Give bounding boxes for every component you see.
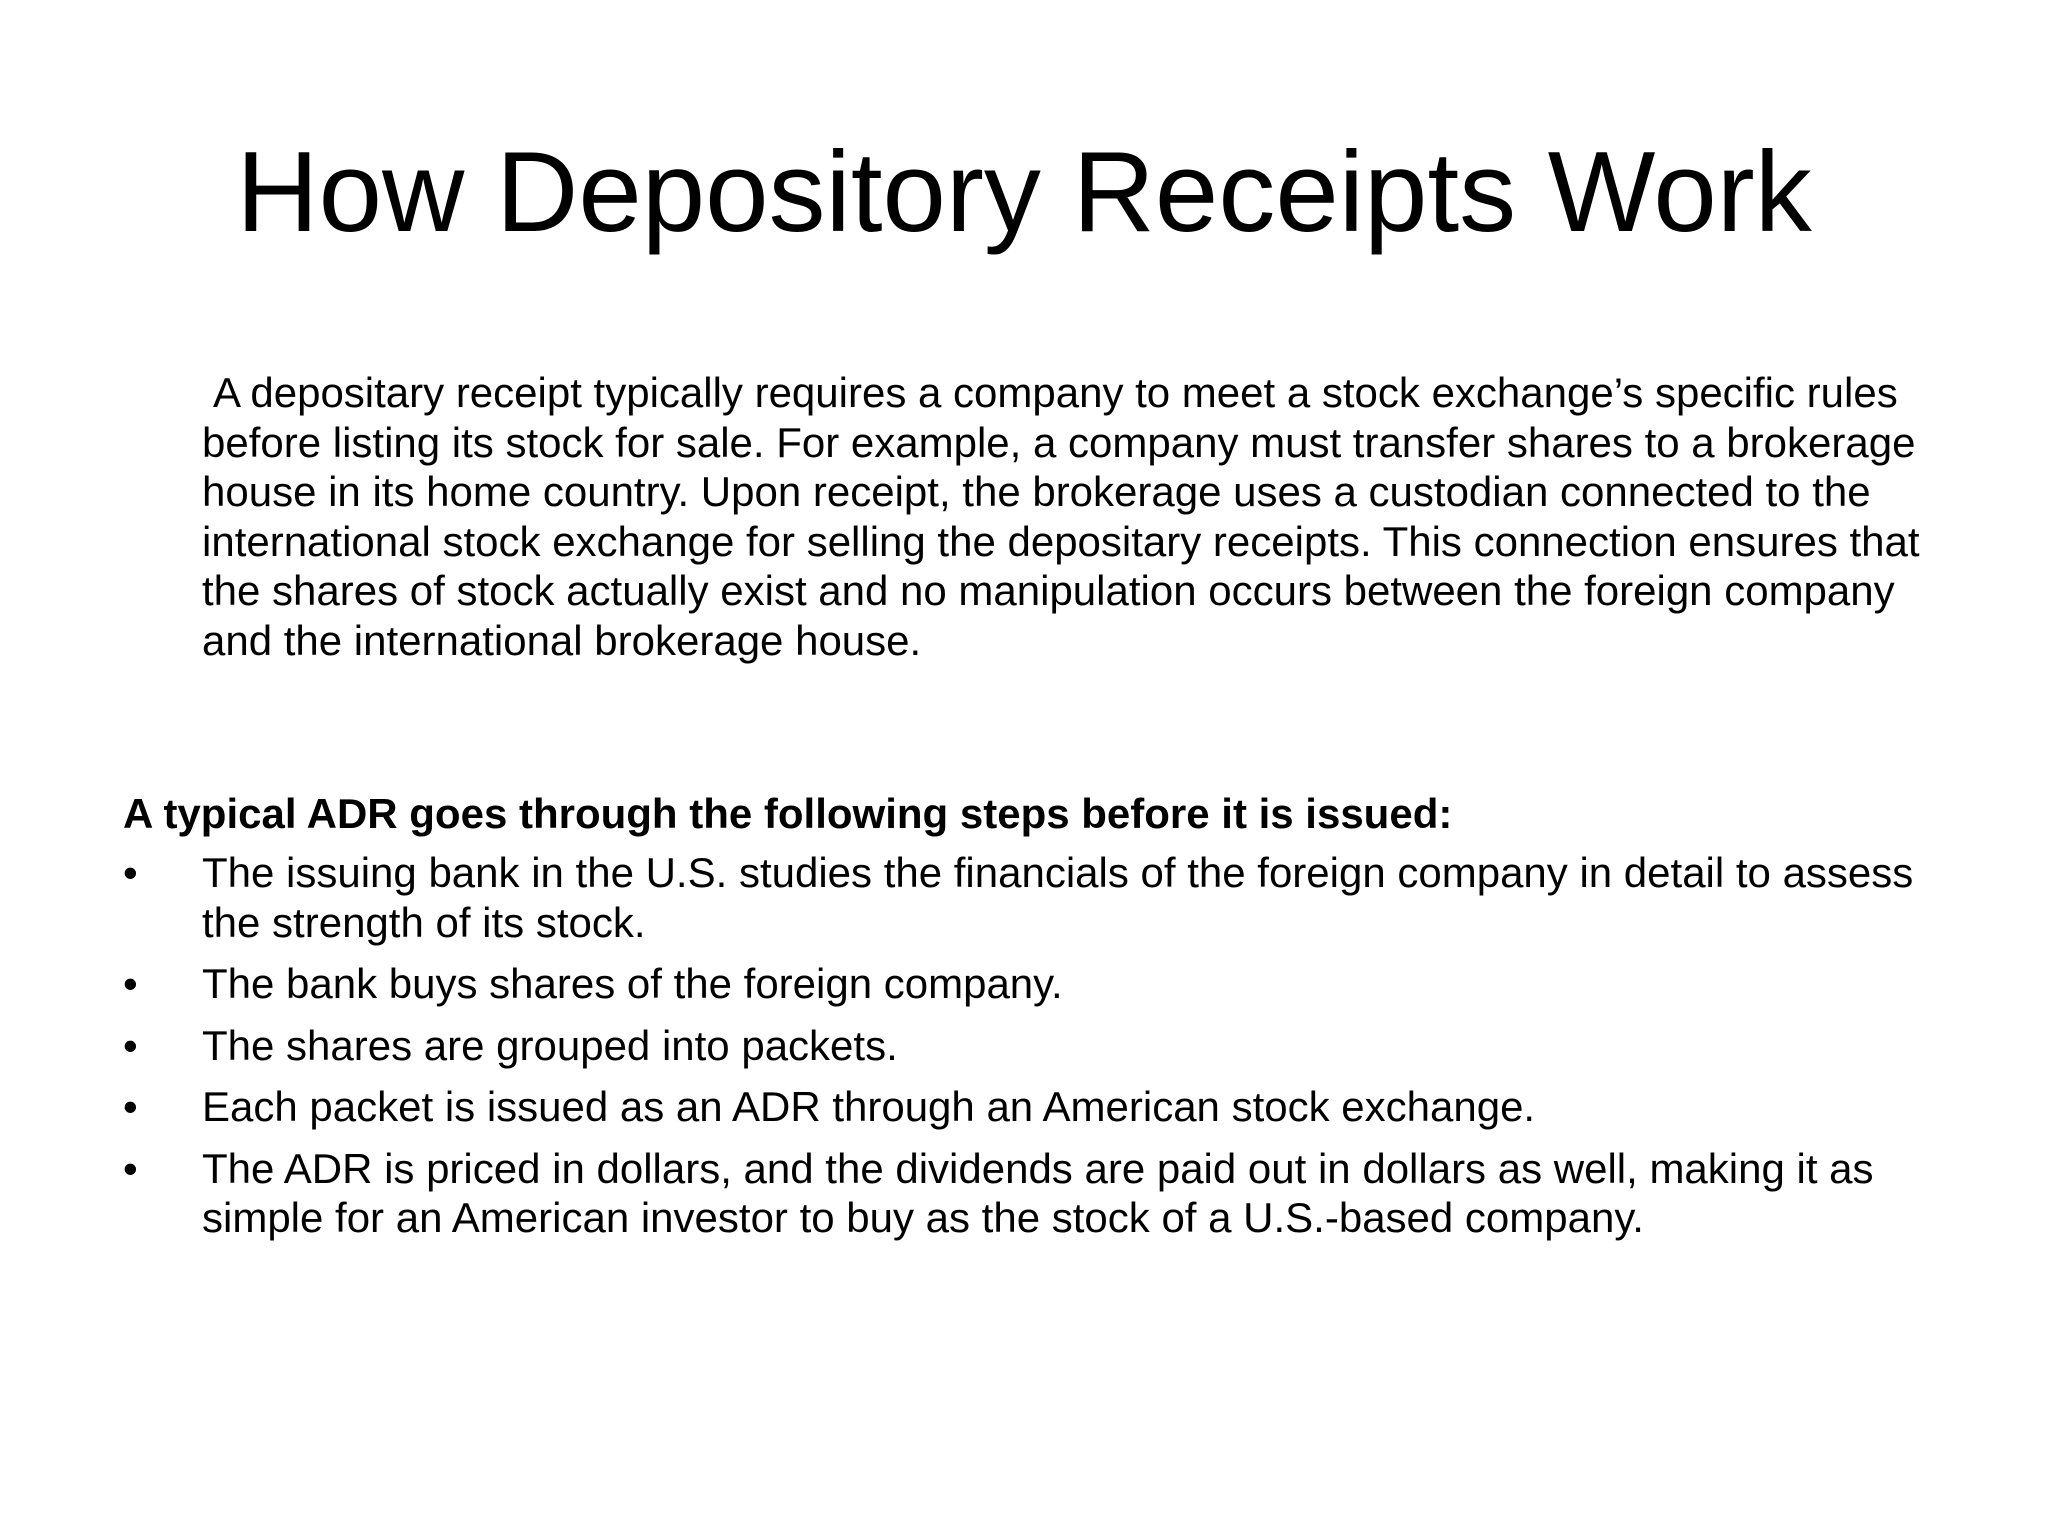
list-item-text: The shares are grouped into packets. [202,1021,898,1069]
steps-list [123,848,1947,1255]
bullet-icon: • [123,960,138,1007]
list-item [123,1082,1947,1132]
list-item [123,1144,1947,1243]
list-item [123,959,1947,1009]
list-item-text: The bank buys shares of the foreign company. [202,960,1063,1007]
bullet-icon: • [123,1083,138,1130]
bullet-icon: • [123,849,138,896]
steps-heading: A typical ADR goes through the following steps before it is issued: [123,790,1453,837]
intro-paragraph: A depositary receipt typically requires a company to meet a stock exchange’s specific rules before listing its stock for sale. For example, a company must transfer shares to a brokerage house in its home country. Upon receipt, the brokerage uses a custodian connected to the international stock exchange for selling the depositary receipts. This connection ensures that the shares of stock actually exist and no manipulation occurs between the foreign company and the international brokerage house. [202,369,1920,664]
slide-title: How Depository Receipts Work [236,129,1812,256]
list-item-text: The ADR is priced in dollars, and the dividends are paid out in dollars as well, making it as simple for an American investor to buy as the stock of a U.S.-based company. [202,1144,1874,1241]
list-item-text: Each packet is issued as an ADR through an American stock exchange. [202,1083,1536,1130]
list-item [123,1021,1947,1071]
list-item [123,848,1947,947]
bullet-icon: • [123,1021,138,1069]
list-item-text: The issuing bank in the U.S. studies the financials of the foreign company in detail to assess the strength of its stock. [202,849,1914,946]
bullet-icon: • [123,1144,138,1192]
